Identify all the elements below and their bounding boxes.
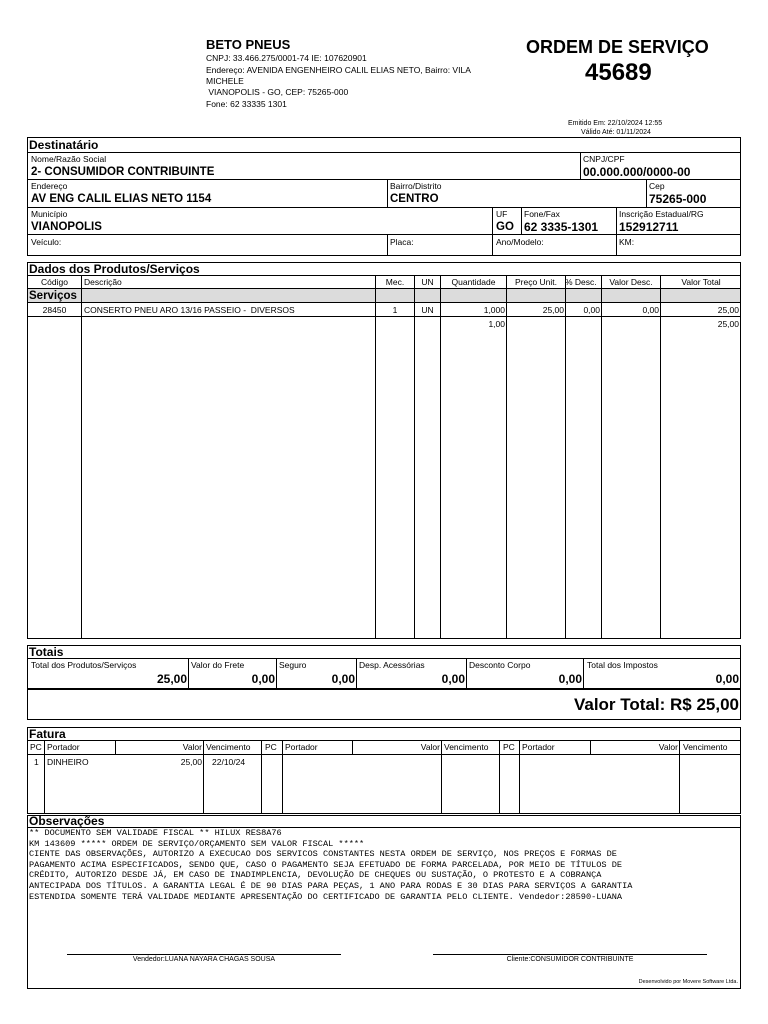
inv-portador-1: Portador: [47, 742, 80, 752]
cnpj-label: CNPJ/CPF: [583, 154, 625, 164]
col-quantity: Quantidade: [451, 277, 496, 287]
recipient-cep: 75265-000: [649, 192, 707, 206]
row-description: CONSERTO PNEU ARO 13/16 PASSEIO - DIVERSOS: [84, 305, 295, 315]
recipient-heading: Destinatário: [29, 138, 99, 152]
obs-line-6: ANTECIPADA DOS TÍTULOS. A GARANTIA LEGAL É DE 90 DIAS PARA PEÇAS, 1 ANO PARA RODAS E 30 DIAS PARA SERVIÇOS A GARANTIA: [29, 881, 633, 891]
freight-label: Valor do Frete: [191, 660, 245, 670]
row-total: 25,00: [717, 305, 739, 315]
inv-row-valor: 25,00: [180, 757, 202, 767]
col-description: Descrição: [84, 277, 122, 287]
recipient-cnpj: 00.000.000/0000-00: [583, 165, 691, 179]
doc-title: ORDEM DE SERVIÇO: [526, 37, 709, 57]
subtotal-quantity: 1,00: [488, 319, 505, 329]
invoice-heading: Fatura: [29, 727, 66, 741]
name-label: Nome/Razão Social: [31, 154, 107, 164]
observations-heading: Observações: [29, 814, 105, 828]
inv-row-portador: DINHEIRO: [47, 757, 89, 767]
obs-line-1: ** DOCUMENTO SEM VALIDADE FISCAL ** HILUX RES8A76: [29, 828, 282, 838]
company-name: BETO PNEUS: [206, 37, 291, 52]
inv-venc-1: Vencimento: [206, 742, 251, 752]
totals-heading: Totais: [29, 645, 64, 659]
plate-label: Placa:: [390, 237, 414, 247]
taxes-label: Total dos Impostos: [587, 660, 658, 670]
company-cnpj: CNPJ: 33.466.275/0001-74 IE: 107620901: [206, 53, 367, 63]
products-heading: Dados dos Produtos/Serviços: [29, 262, 200, 276]
extra-label: Desp. Acessórias: [359, 660, 425, 670]
inv-valor-1: Valor: [182, 742, 202, 752]
col-unit-price: Preço Unit.: [514, 277, 558, 287]
insurance-label: Seguro: [279, 660, 307, 670]
row-un: UN: [421, 305, 434, 315]
products-panel: [27, 262, 741, 639]
address-label: Endereço: [31, 181, 68, 191]
row-code: 28450: [42, 305, 67, 315]
recipient-name: 2- CONSUMIDOR CONTRIBUINTE: [31, 166, 215, 178]
inv-venc-2: Vencimento: [444, 742, 489, 752]
col-mec: Mec.: [385, 277, 405, 287]
inv-pc-2: PC: [265, 742, 277, 752]
obs-line-3: CIENTE DAS OBSERVAÇÕES, AUTORIZO A EXECUCAO DOS SERVICOS CONSTANTES NESTA ORDEM DE SERVIÇO, NOS PREÇOS E FORMAS DE: [29, 849, 617, 860]
products-total-label: Total dos Produtos/Serviços: [31, 660, 137, 670]
subtotal-total: 25,00: [717, 319, 739, 329]
products-total: 25,00: [156, 672, 187, 686]
col-disc-pct: % Desc.: [565, 277, 597, 287]
inv-row-pc: 1: [34, 757, 39, 767]
col-un: UN: [421, 277, 434, 287]
taxes-value: 0,00: [715, 672, 739, 686]
obs-line-2: KM 143609 ***** ORDEM DE SERVIÇO/ORÇAMENTO SEM VALOR FISCAL *****: [29, 838, 365, 849]
company-city: VIANOPOLIS - GO, CEP: 75265-000: [206, 87, 349, 97]
row-quantity: 1,000: [483, 305, 505, 315]
discount-value: 0,00: [558, 672, 582, 686]
company-address: Endereço: AVENIDA ENGENHEIRO CALIL ELIAS NETO, Bairro: VILA: [206, 65, 471, 75]
recipient-uf: GO: [496, 221, 514, 233]
discount-label: Desconto Corpo: [469, 660, 531, 670]
vehicle-label: Veículo:: [31, 237, 62, 247]
phone-label: Fone/Fax: [524, 209, 560, 219]
inv-portador-2: Portador: [285, 742, 318, 752]
recipient-address: AV ENG CALIL ELIAS NETO 1154: [31, 193, 212, 205]
inv-portador-3: Portador: [522, 742, 555, 752]
company-address-cont: MICHELE: [206, 76, 244, 86]
row-disc-value: 0,00: [642, 305, 659, 315]
recipient-city: VIANOPOLIS: [31, 221, 102, 233]
inv-valor-2: Valor: [420, 742, 440, 752]
ie-label: Inscrição Estadual/RG: [619, 209, 704, 219]
company-phone: Fone: 62 33335 1301: [206, 99, 287, 109]
row-unit-price: 25,00: [542, 305, 564, 315]
recipient-phone: 62 3335-1301: [524, 220, 599, 234]
client-signature: Cliente:CONSUMIDOR CONTRIBUINTE: [506, 956, 634, 963]
obs-line-5: CRÉDITO, AUTORIZO DESDE JÁ, EM CASO DE INADIMPLENCIA, DEVOLUÇÃO DE CHEQUES OU SUSTAÇÃO, O PROTESTO E A COBRANÇA: [29, 870, 602, 881]
row-disc-pct: 0,00: [583, 305, 600, 315]
extra-value: 0,00: [441, 672, 465, 686]
recipient-ie: 152912711: [619, 220, 679, 234]
inv-pc-1: PC: [30, 742, 42, 752]
inv-valor-3: Valor: [658, 742, 678, 752]
insurance-value: 0,00: [331, 672, 355, 686]
software-credit: Desenvolvido por Movere Software Ltda.: [638, 979, 738, 985]
valid-until: Válido Até: 01/11/2024: [581, 129, 651, 136]
obs-line-7: ESTENDIDA SOMENTE TERÁ VALIDADE MEDIANTE APRESENTAÇÃO DO CERTIFICADO DE GARANTIA PELO CLIENTE. Vendedor:28590-LUANA: [29, 891, 623, 902]
district-label: Bairro/Distrito: [390, 181, 442, 191]
doc-number: 45689: [585, 59, 652, 86]
obs-line-4: PAGAMENTO ACIMA ESPECIFICADOS, SENDO QUE, CASO O PAGAMENTO SEJA EFETUADO DE FORMA PARCELADA, POR MEIO DE TÍTULOS DE: [29, 859, 623, 870]
recipient-district: CENTRO: [390, 193, 439, 205]
inv-row-venc: 22/10/24: [212, 757, 246, 767]
year-label: Ano/Modelo:: [496, 237, 544, 247]
issued-date: Emitido Em: 22/10/2024 12:55: [568, 120, 663, 127]
freight-value: 0,00: [251, 672, 275, 686]
seller-signature: Vendedor:LUANA NAYARA CHAGAS SOUSA: [132, 956, 276, 963]
col-disc-value: Valor Desc.: [609, 277, 653, 287]
city-label: Município: [31, 209, 68, 219]
cep-label: Cep: [649, 181, 665, 191]
inv-venc-3: Vencimento: [683, 742, 728, 752]
uf-label: UF: [496, 209, 508, 219]
col-code: Código: [41, 277, 68, 287]
services-group: Serviços: [29, 290, 77, 302]
grand-total: Valor Total: R$ 25,00: [573, 695, 739, 714]
inv-pc-3: PC: [503, 742, 515, 752]
km-label: KM:: [619, 237, 635, 247]
col-total: Valor Total: [681, 277, 721, 287]
row-mec: 1: [392, 305, 398, 315]
